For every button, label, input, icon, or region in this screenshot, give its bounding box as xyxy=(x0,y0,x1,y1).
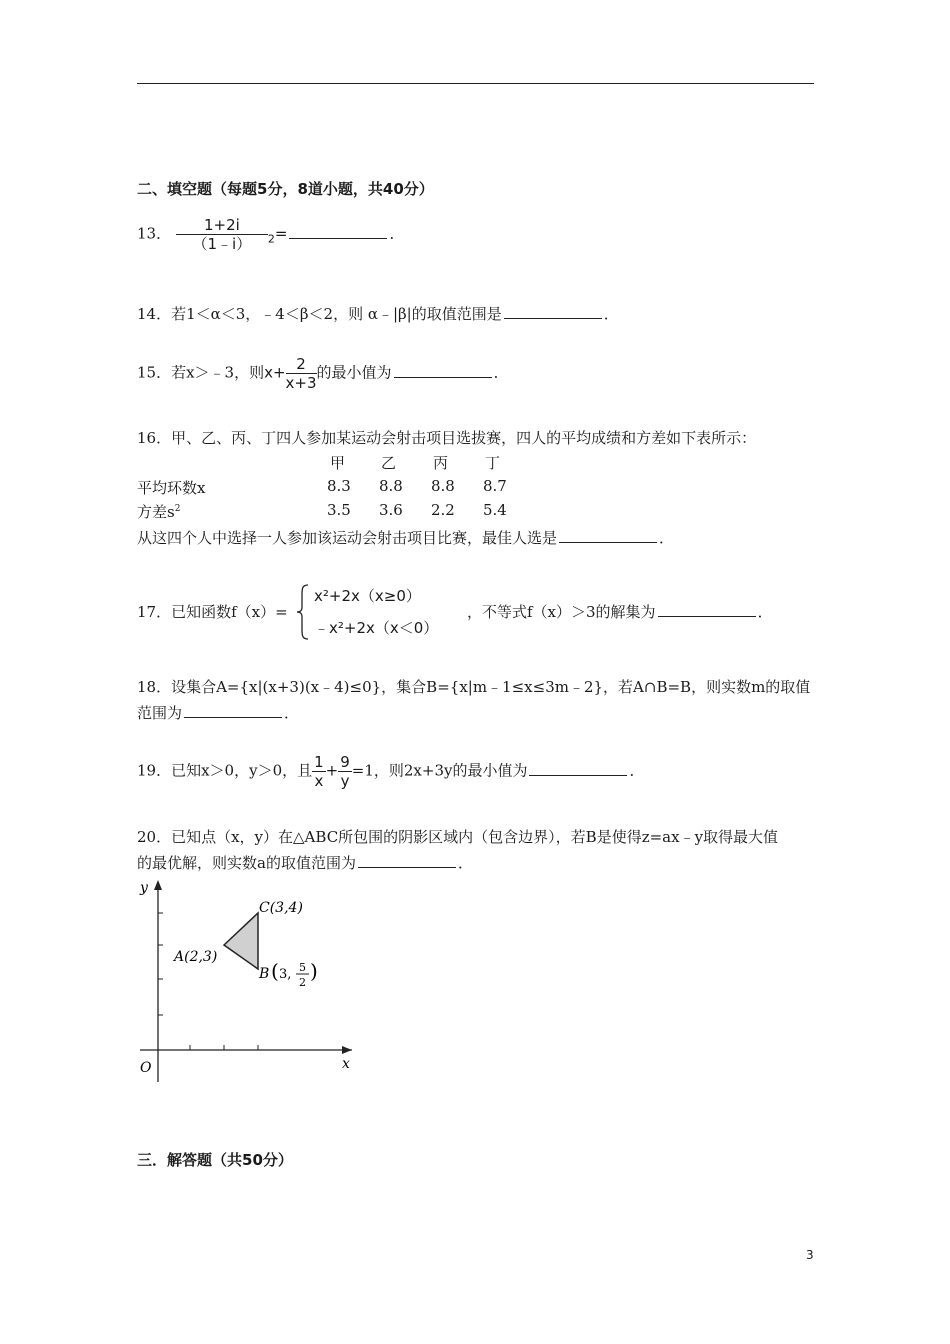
q17-answer-blank[interactable] xyxy=(658,602,756,617)
point-c-label: C(3,4) xyxy=(259,900,303,916)
q13-end: ． xyxy=(389,224,405,243)
table-cell: 8.7 xyxy=(483,477,507,495)
question-15 xyxy=(137,355,509,392)
q13-answer-blank[interactable] xyxy=(289,224,387,239)
q13-number: 13． xyxy=(137,224,172,243)
question-18-line-1: 18．设集合A={x|(x+3)(x﹣4)≤0}，集合B={x|m﹣1≤x≤3m﹣2}，若A∩B=B，则实数m的取值 xyxy=(137,678,811,696)
table-header: 甲 xyxy=(330,454,346,472)
q19-n2: 9 xyxy=(340,753,350,771)
q13-denominator: （1﹣i） xyxy=(192,235,252,253)
q17-post: ，不等式f（x）＞3的解集为 xyxy=(467,603,656,621)
q19-fraction-2 xyxy=(338,753,352,790)
header-rule xyxy=(137,83,814,84)
q18-end: ． xyxy=(284,704,300,722)
q13-equals: = xyxy=(274,224,288,243)
q16-question: 从这四个人中选择一人参加该运动会射击项目比赛，最佳人选是 xyxy=(137,529,558,547)
page-number: 3 xyxy=(806,1248,814,1262)
table-header: 乙 xyxy=(381,454,397,472)
table-header: 丁 xyxy=(485,454,501,472)
table-cell: 5.4 xyxy=(483,501,507,519)
question-18-line-2 xyxy=(137,702,299,723)
point-a-label: A(2,3) xyxy=(174,949,218,965)
q15-numerator: 2 xyxy=(286,355,317,374)
row-label-mean: 平均环数x xyxy=(137,479,206,497)
q19-pre: 19．已知x＞0，y＞0，且 xyxy=(137,761,313,780)
q19-end: ． xyxy=(629,761,645,780)
question-16: 16．甲、乙、丙、丁四人参加某运动会射击项目选拔赛，四人的平均成绩和方差如下表所示： xyxy=(137,429,757,447)
q19-d1: x xyxy=(314,772,324,790)
q16-answer-blank[interactable] xyxy=(559,528,657,543)
y-axis-label: y xyxy=(140,880,148,896)
q15-answer-blank[interactable] xyxy=(394,363,492,378)
q20-line2: 的最优解，则实数a的取值范围为 xyxy=(137,854,356,872)
variance-sup: 2 xyxy=(174,504,181,514)
q16-end: ． xyxy=(659,529,675,547)
y-axis-arrow xyxy=(154,880,162,890)
q18-line2: 范围为 xyxy=(137,704,183,722)
table-header: 丙 xyxy=(433,454,449,472)
point-b-den: 2 xyxy=(299,976,306,989)
q17-case-1: x²+2x（x≥0） xyxy=(314,587,421,605)
point-b-paren-close: ) xyxy=(310,959,318,983)
q13-fraction xyxy=(176,216,268,253)
section-title-3: 三．解答题（共50分） xyxy=(137,1151,293,1169)
q18-answer-blank[interactable] xyxy=(184,703,282,718)
x-axis-arrow xyxy=(342,1046,352,1054)
q14-answer-blank[interactable] xyxy=(504,304,602,319)
q15-post: 的最小值为 xyxy=(316,363,392,382)
question-13 xyxy=(137,216,404,253)
q15-x: x+ xyxy=(264,363,286,382)
row-label-variance xyxy=(137,501,180,522)
question-20-line-1: 20．已知点（x，y）在△ABC所包围的阴影区域内（包含边界），若B是使得z=ax﹣y取得最大值 xyxy=(137,828,779,846)
table-cell: 8.8 xyxy=(379,477,403,495)
q19-n1: 1 xyxy=(314,753,324,771)
variance-label: 方差s xyxy=(137,503,175,521)
q19-d2: y xyxy=(340,772,350,790)
point-b-x: 3, xyxy=(279,967,292,982)
q13-exponent: 2 xyxy=(267,232,275,246)
point-b-num: 5 xyxy=(299,961,306,974)
question-14 xyxy=(137,303,619,324)
q17-case-2: ﹣x²+2x（x＜0） xyxy=(314,619,439,637)
table-cell: 8.8 xyxy=(431,477,455,495)
q19-eq: =1，则2x+3y的最小值为 xyxy=(351,761,528,780)
question-16-ask xyxy=(137,527,674,548)
question-17-tail xyxy=(467,601,773,622)
q15-end: ． xyxy=(493,363,509,382)
q17-brace xyxy=(296,583,312,641)
q15-fraction xyxy=(286,355,317,392)
section-title: 二、填空题（每题5分，8道小题，共40分） xyxy=(137,180,434,198)
q14-end: ． xyxy=(603,305,619,323)
x-axis-label: x xyxy=(342,1056,350,1072)
q19-fraction-1 xyxy=(312,753,326,790)
table-cell: 2.2 xyxy=(431,501,455,519)
q15-denominator: x+3 xyxy=(285,374,317,392)
q17-end: ． xyxy=(757,603,773,621)
point-b-label: B xyxy=(259,966,270,982)
table-cell: 3.6 xyxy=(379,501,403,519)
table-cell: 3.5 xyxy=(327,501,351,519)
q19-answer-blank[interactable] xyxy=(529,761,627,776)
triangle-figure xyxy=(130,876,370,1086)
q13-numerator: 1+2i xyxy=(176,216,268,235)
q14-text: 14．若1＜α＜3，﹣4＜β＜2，则 α﹣|β|的取值范围是 xyxy=(137,305,502,323)
question-19 xyxy=(137,753,645,790)
origin-label: O xyxy=(140,1060,152,1076)
question-20-line-2 xyxy=(137,852,473,873)
q19-plus: + xyxy=(325,761,339,780)
q15-pre: 15．若x＞﹣3，则 xyxy=(137,363,265,382)
q17-pre: 17．已知函数f（x）= xyxy=(137,603,288,621)
table-cell: 8.3 xyxy=(327,477,351,495)
point-b-paren-open: ( xyxy=(271,959,279,983)
q20-answer-blank[interactable] xyxy=(358,853,456,868)
shaded-triangle xyxy=(224,913,258,969)
q20-end: ． xyxy=(457,854,473,872)
